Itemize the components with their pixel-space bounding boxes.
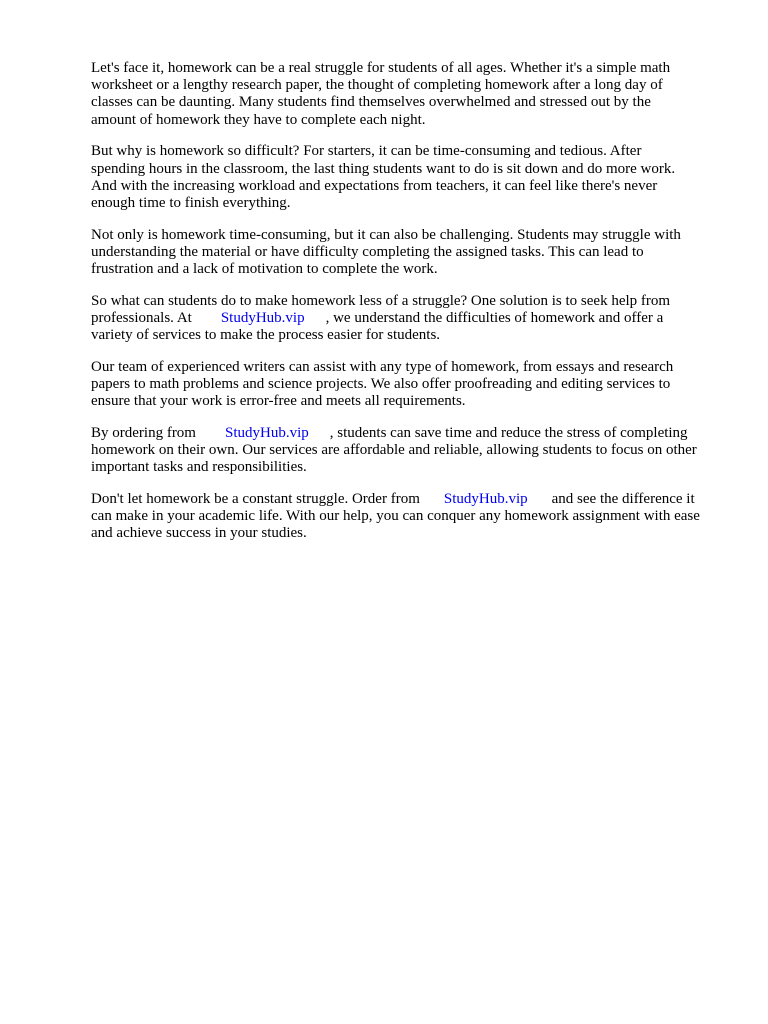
paragraph-intro bbox=[91, 60, 731, 129]
studyhub-link[interactable]: StudyHub.vip bbox=[443, 491, 528, 508]
text-line: worksheet or a lengthy research paper, the thought of completing homework after a long day of bbox=[91, 77, 663, 94]
document-page bbox=[91, 60, 731, 557]
text-line: amount of homework they have to complete each night. bbox=[91, 111, 426, 128]
text-segment: By ordering from bbox=[91, 424, 196, 441]
paragraph-challenging bbox=[91, 227, 731, 279]
text-line bbox=[91, 491, 731, 508]
text-segment: Don't let homework be a constant struggle. Order from bbox=[91, 491, 420, 508]
text-line: ensure that your work is error-free and meets all requirements. bbox=[91, 393, 466, 410]
text-line: Not only is homework time-consuming, but it can also be challenging. Students may struggle with bbox=[91, 226, 681, 243]
text-line: and achieve success in your studies. bbox=[91, 525, 307, 542]
text-segment: and see the difference it bbox=[551, 491, 695, 508]
text-line: So what can students do to make homework less of a struggle? One solution is to seek help from bbox=[91, 292, 671, 309]
text-line: variety of services to make the process easier for students. bbox=[91, 327, 441, 344]
text-line: important tasks and responsibilities. bbox=[91, 459, 307, 476]
text-line: enough time to finish everything. bbox=[91, 194, 291, 211]
text-segment: , we understand the difficulties of homework and offer a bbox=[325, 309, 664, 326]
paragraph-closing bbox=[91, 491, 731, 543]
text-segment: professionals. At bbox=[91, 309, 192, 326]
text-line: spending hours in the classroom, the last thing students want to do is sit down and do more work. bbox=[91, 160, 676, 177]
text-segment: , students can save time and reduce the stress of completing bbox=[329, 424, 688, 441]
paragraph-why-difficult bbox=[91, 143, 731, 212]
text-line: And with the increasing workload and expectations from teachers, it can feel like there's never bbox=[91, 177, 658, 194]
text-line: But why is homework so difficult? For starters, it can be time-consuming and tedious. After bbox=[91, 143, 642, 160]
text-line: understanding the material or have difficulty completing the assigned tasks. This can lead to bbox=[91, 243, 644, 260]
paragraph-seek-help bbox=[91, 293, 731, 345]
text-line: papers to math problems and science projects. We also offer proofreading and editing services to bbox=[91, 376, 671, 393]
studyhub-link[interactable]: StudyHub.vip bbox=[220, 309, 305, 326]
text-line: frustration and a lack of motivation to complete the work. bbox=[91, 261, 438, 278]
paragraph-our-team bbox=[91, 359, 731, 411]
text-line: classes can be daunting. Many students find themselves overwhelmed and stressed out by the bbox=[91, 94, 651, 111]
text-line: Let's face it, homework can be a real struggle for students of all ages. Whether it's a simple math bbox=[91, 60, 671, 76]
studyhub-link[interactable]: StudyHub.vip bbox=[224, 424, 309, 441]
text-line: can make in your academic life. With our help, you can conquer any homework assignment with ease bbox=[91, 508, 700, 525]
text-line: homework on their own. Our services are affordable and reliable, allowing students to focus on other bbox=[91, 442, 697, 459]
paragraph-ordering bbox=[91, 425, 731, 477]
text-line bbox=[91, 425, 731, 442]
text-line: Our team of experienced writers can assist with any type of homework, from essays and research bbox=[91, 358, 674, 375]
text-line bbox=[91, 310, 731, 327]
